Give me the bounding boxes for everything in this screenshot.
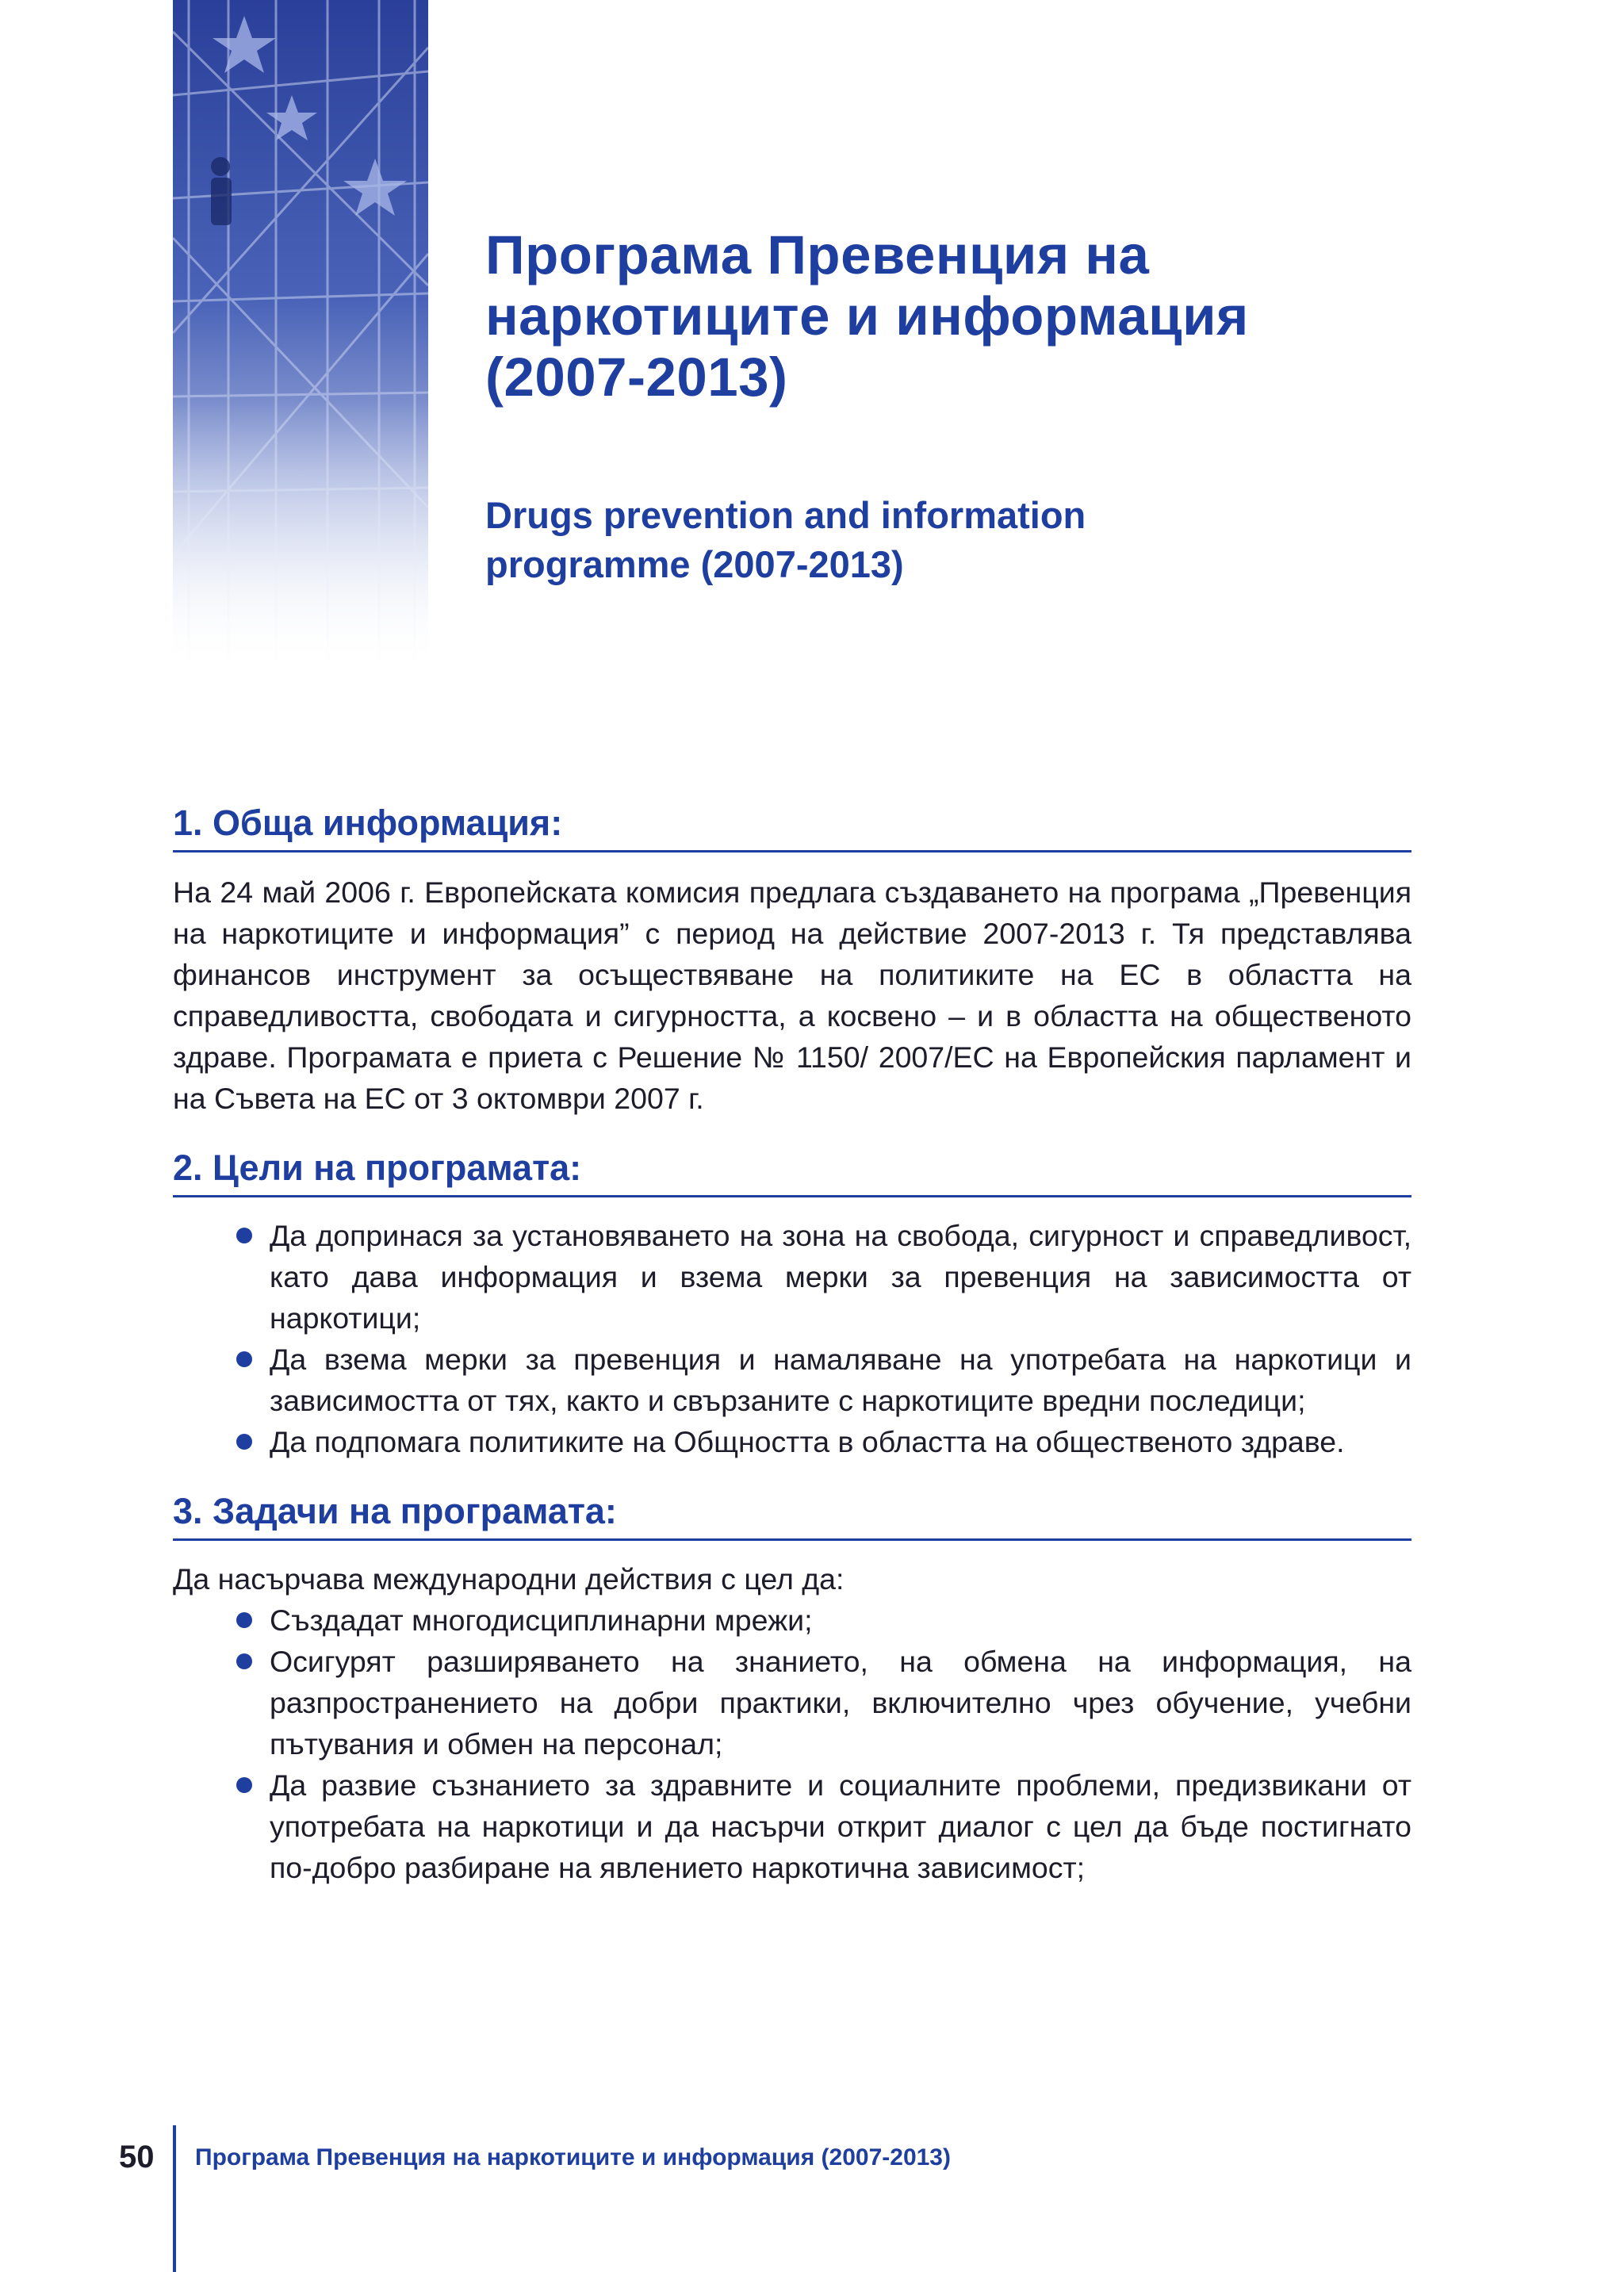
section-tasks xyxy=(173,1489,1411,1888)
list-item xyxy=(173,1215,1411,1339)
list-item xyxy=(173,1764,1411,1888)
bullet-icon xyxy=(236,1612,252,1628)
bullet-icon xyxy=(236,1351,252,1367)
list-item xyxy=(173,1421,1411,1462)
banner-photo-graphic xyxy=(173,0,428,666)
section-heading: 1. Обща информация: xyxy=(173,801,1411,852)
title-line: (2007-2013) xyxy=(485,347,788,408)
section-heading: 3. Задачи на програмата: xyxy=(173,1489,1411,1541)
list-item-text: Да подпомага политиките на Общността в областта на общественото здраве. xyxy=(270,1425,1345,1458)
bullet-icon xyxy=(236,1777,252,1793)
page-number: 50 xyxy=(119,2140,155,2174)
subtitle-line: Drugs prevention and information xyxy=(485,494,1086,536)
title-line: наркотиците и информация xyxy=(485,285,1249,347)
page-title xyxy=(485,224,1421,408)
list-item-text: Създадат многодисциплинарни мрежи; xyxy=(270,1603,813,1637)
section-intro: Да насърчава международни действия с цел да: xyxy=(173,1562,845,1596)
title-block xyxy=(485,224,1421,589)
list-item-text: Да взема мерки за превенция и намаляване на употребата на наркотици и зависимостта от тях, както и свързаните с наркотиците вредни последици; xyxy=(270,1343,1411,1417)
document-body xyxy=(173,801,1411,1915)
page-subtitle xyxy=(485,491,1421,589)
section-goals xyxy=(173,1146,1411,1462)
page-footer xyxy=(111,2125,1459,2272)
list-item xyxy=(173,1339,1411,1421)
list-item xyxy=(173,1641,1411,1764)
list-item-text: Осигурят разширяването на знанието, на обмена на информация, на разпространението на добри практики, включително чрез обучение, учебни пътувания и обмен на персонал; xyxy=(270,1645,1411,1761)
subtitle-line: programme (2007-2013) xyxy=(485,543,904,585)
title-line: Програма Превенция на xyxy=(485,224,1150,285)
header-banner-image xyxy=(173,0,428,666)
section-general-info xyxy=(173,801,1411,1119)
goals-list xyxy=(173,1215,1411,1462)
tasks-list xyxy=(173,1600,1411,1888)
bullet-icon xyxy=(236,1228,252,1243)
section-paragraph: На 24 май 2006 г. Европейската комисия предлага създаването на програма „Превенция на наркотиците и информация” с период на действие 2007-2013 г. Тя представлява финансов инструмент за осъществяване на политиките на ЕС в областта на справедливостта, свободата и сигурността, а косвено – и в областта на общественото здраве. Програмата е приета с Решение № 1150/ 2007/ЕС на Европейския парламент и на Съвета на ЕС от 3 октомври 2007 г. xyxy=(173,875,1411,1115)
footer-divider xyxy=(173,2125,176,2272)
list-item-text: Да развие съзнанието за здравните и социалните проблеми, предизвикани от употребата на наркотици и да насърчи открит диалог с цел да бъде постигнато по-добро разбиране на явлението наркотична зависимост; xyxy=(270,1768,1411,1884)
running-title: Програма Превенция на наркотиците и информация (2007-2013) xyxy=(195,2144,951,2170)
bullet-icon xyxy=(236,1434,252,1450)
list-item xyxy=(173,1600,1411,1641)
bullet-icon xyxy=(236,1653,252,1669)
section-heading: 2. Цели на програмата: xyxy=(173,1146,1411,1197)
list-item-text: Да допринася за установяването на зона на свобода, сигурност и справедливост, като дава информация и взема мерки за превенция на зависимостта от наркотици; xyxy=(270,1219,1411,1335)
